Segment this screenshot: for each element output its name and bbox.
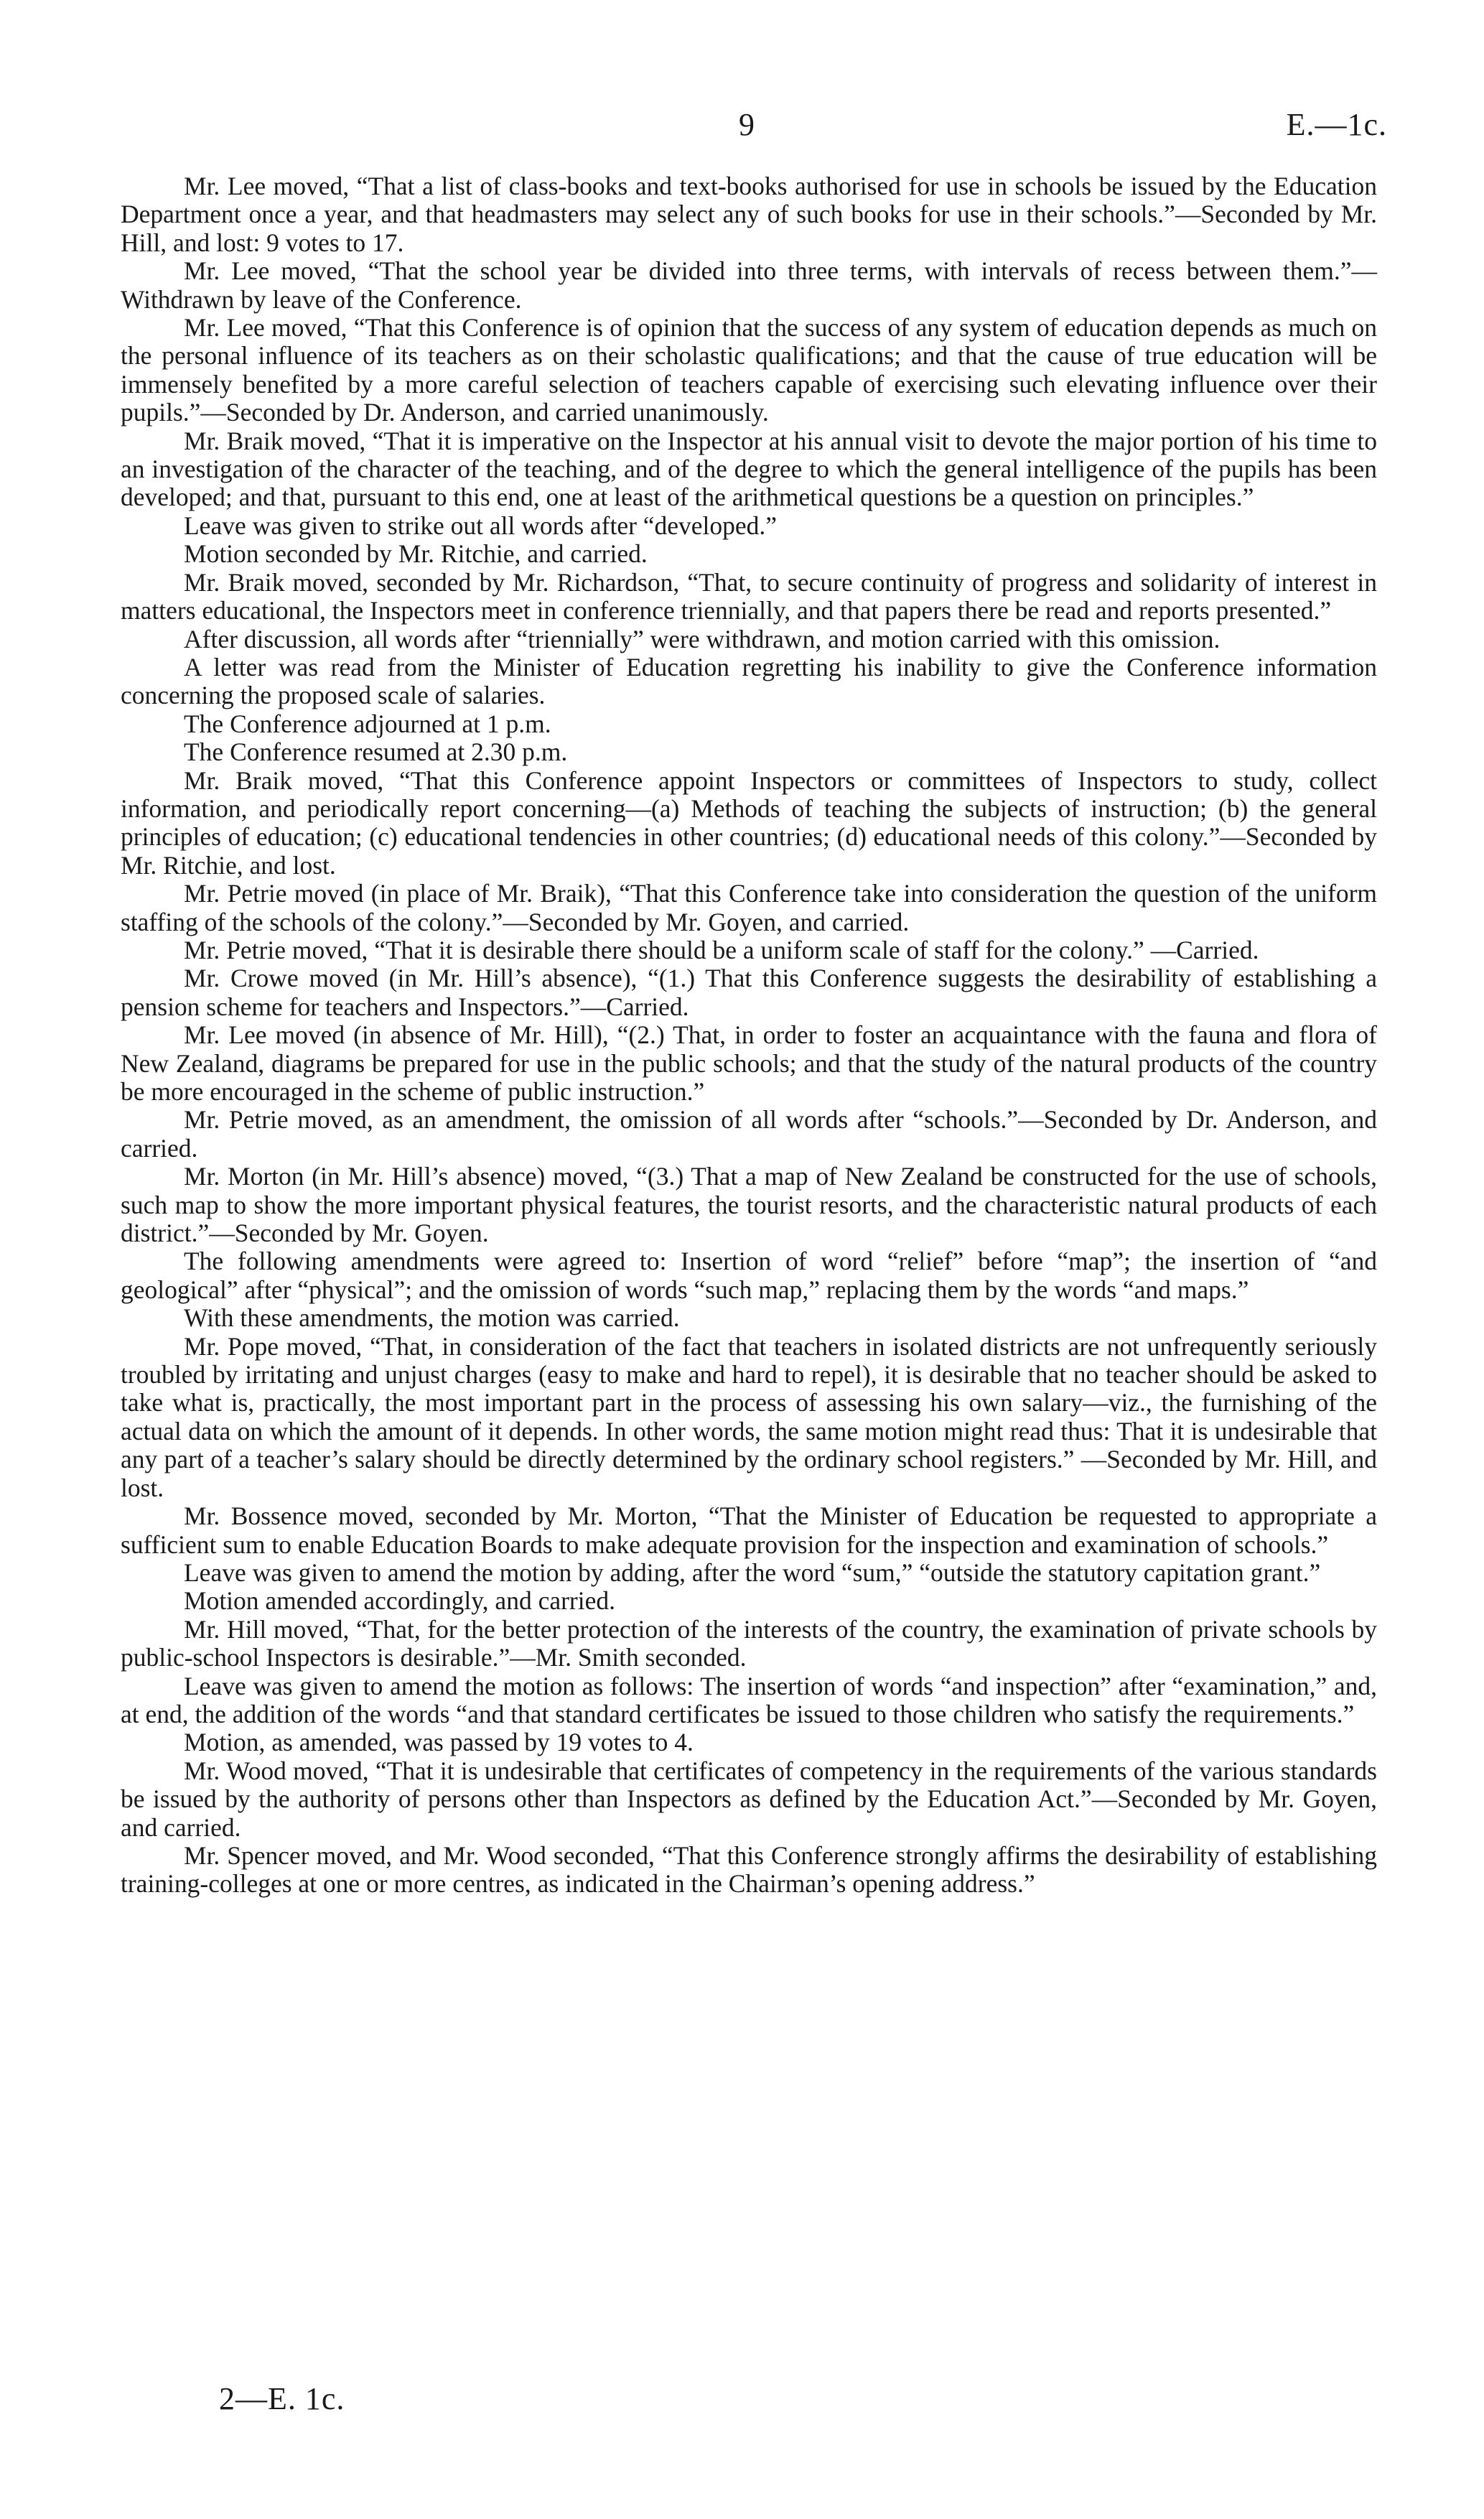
paragraph: Mr. Petrie moved, “That it is desirable there should be a uniform scale of staff for the colony.” —Carried.: [184, 935, 1259, 964]
paragraph: Leave was given to strike out all words after “developed.”: [184, 511, 778, 540]
paragraph: Mr. Wood moved, “That it is undesirable that certificates of competency in the requirements of the various standards be issued by the authority of persons other than Inspectors as defined by the Education Act.”—Seconded by Mr. Goyen, and carried.: [121, 1756, 1377, 1842]
signature-mark: 2—E. 1c.: [219, 2381, 345, 2416]
paragraph: A letter was read from the Minister of Education regretting his inability to give the Conference information concerning the proposed scale of salaries.: [121, 652, 1377, 710]
paragraph: Motion amended accordingly, and carried.: [184, 1586, 615, 1616]
paragraph: Mr. Lee moved, “That a list of class-books and text-books authorised for use in schools be issued by the Education Department once a year, and that headmasters may select any of such books for use in their schools.”—Seconded by Mr. Hill, and lost: 9 votes to 17.: [121, 172, 1377, 257]
paragraph: Mr. Hill moved, “That, for the better protection of the interests of the country, the examination of private schools by public-school Inspectors is desirable.”—Mr. Smith seconded.: [121, 1614, 1377, 1672]
body-text: [121, 172, 1377, 1899]
paragraph: The Conference adjourned at 1 p.m.: [184, 709, 551, 738]
paragraph: Mr. Braik moved, “That this Conference appoint Inspectors or committees of Inspectors to study, collect information, and periodically report concerning—(a) Methods of teaching the subjects of instruction; (b) the general principles of education; (c) educational tendencies in other countries; (d) educational needs of this colony.”—Seconded by Mr. Ritchie, and lost.: [121, 765, 1377, 880]
paragraph: Mr. Lee moved, “That the school year be divided into three terms, with intervals of recess between them.”—Withdrawn by leave of the Conference.: [121, 256, 1377, 314]
paragraph: Leave was given to amend the motion as follows: The insertion of words “and inspection” after “examination,” and, at end, the addition of the words “and that standard certificates be issued to those children who satisfy the requirements.”: [121, 1671, 1377, 1728]
page-number: 9: [739, 107, 755, 142]
paragraph: Mr. Spencer moved, and Mr. Wood seconded, “That this Conference strongly affirms the desirability of establishing training-colleges at one or more centres, as indicated in the Chairman’s opening address.”: [121, 1840, 1377, 1899]
paragraph: Mr. Morton (in Mr. Hill’s absence) moved, “(3.) That a map of New Zealand be constructed for the use of schools, such map to show the more important physical features, the tourist resorts, and the characteristic natural products of each district.”—Seconded by Mr. Goyen.: [121, 1162, 1377, 1248]
document-reference: E.—1c.: [1286, 107, 1387, 142]
paragraph: With these amendments, the motion was carried.: [184, 1303, 680, 1333]
paragraph: The following amendments were agreed to: Insertion of word “relief” before “map”; the insertion of “and geological” after “physical”; and the omission of words “such map,” replacing them by the words “and maps.”: [121, 1247, 1377, 1304]
paragraph: Mr. Petrie moved, as an amendment, the omission of all words after “schools.”—Seconded by Dr. Anderson, and carried.: [121, 1105, 1377, 1163]
paragraph: Mr. Lee moved, “That this Conference is of opinion that the success of any system of education depends as much on the personal influence of its teachers as on their scholastic qualifications; and that the cause of true education will be immensely benefited by a more careful selection of teachers capable of exercising such elevating influence over their pupils.”—Seconded by Dr. Anderson, and carried unanimously.: [121, 313, 1377, 427]
paragraph: Mr. Braik moved, seconded by Mr. Richardson, “That, to secure continuity of progress and solidarity of interest in matters educational, the Inspectors meet in conference triennially, and that papers there be read and reports presented.”: [121, 567, 1377, 625]
paragraph: Mr. Pope moved, “That, in consideration of the fact that teachers in isolated districts are not unfrequently seriously troubled by irritating and unjust charges (easy to make and hard to repel), it is desirable that no teacher should be asked to take what is, practically, the most important part in the process of assessing his own salary—viz., the furnishing of the actual data on which the amount of it depends. In other words, the same motion might read thus: That it is undesirable that any part of a teacher’s salary should be directly determined by the ordinary school registers.” —Seconded by Mr. Hill, and lost.: [121, 1331, 1377, 1502]
paragraph: The Conference resumed at 2.30 p.m.: [184, 737, 568, 767]
paragraph: Motion, as amended, was passed by 19 votes to 4.: [184, 1728, 694, 1757]
paragraph: Mr. Crowe moved (in Mr. Hill’s absence), “(1.) That this Conference suggests the desirability of establishing a pension scheme for teachers and Inspectors.”—Carried.: [121, 964, 1377, 1021]
paragraph: Motion seconded by Mr. Ritchie, and carried.: [184, 539, 648, 569]
paragraph: Mr. Braik moved, “That it is imperative on the Inspector at his annual visit to devote the major portion of his time to an investigation of the character of the teaching, and of the degree to which the general intelligence of the pupils has been developed; and that, pursuant to this end, one at least of the arithmetical questions be a question on principles.”: [121, 426, 1377, 512]
paragraph: Leave was given to amend the motion by adding, after the word “sum,” “outside the statutory capitation grant.”: [184, 1558, 1321, 1587]
paragraph: Mr. Petrie moved (in place of Mr. Braik), “That this Conference take into consideration the question of the uniform staffing of the schools of the colony.”—Seconded by Mr. Goyen, and carried.: [121, 879, 1377, 936]
paragraph: Mr. Lee moved (in absence of Mr. Hill), “(2.) That, in order to foster an acquaintance with the fauna and flora of New Zealand, diagrams be prepared for use in the public schools; and that the study of the natural products of the country be more encouraged in the scheme of public instruction.”: [121, 1020, 1377, 1106]
paragraph: After discussion, all words after “triennially” were withdrawn, and motion carried with this omission.: [184, 624, 1221, 653]
paragraph: Mr. Bossence moved, seconded by Mr. Morton, “That the Minister of Education be requested to appropriate a sufficient sum to enable Education Boards to make adequate provision for the inspection and examination of schools.”: [121, 1501, 1377, 1559]
